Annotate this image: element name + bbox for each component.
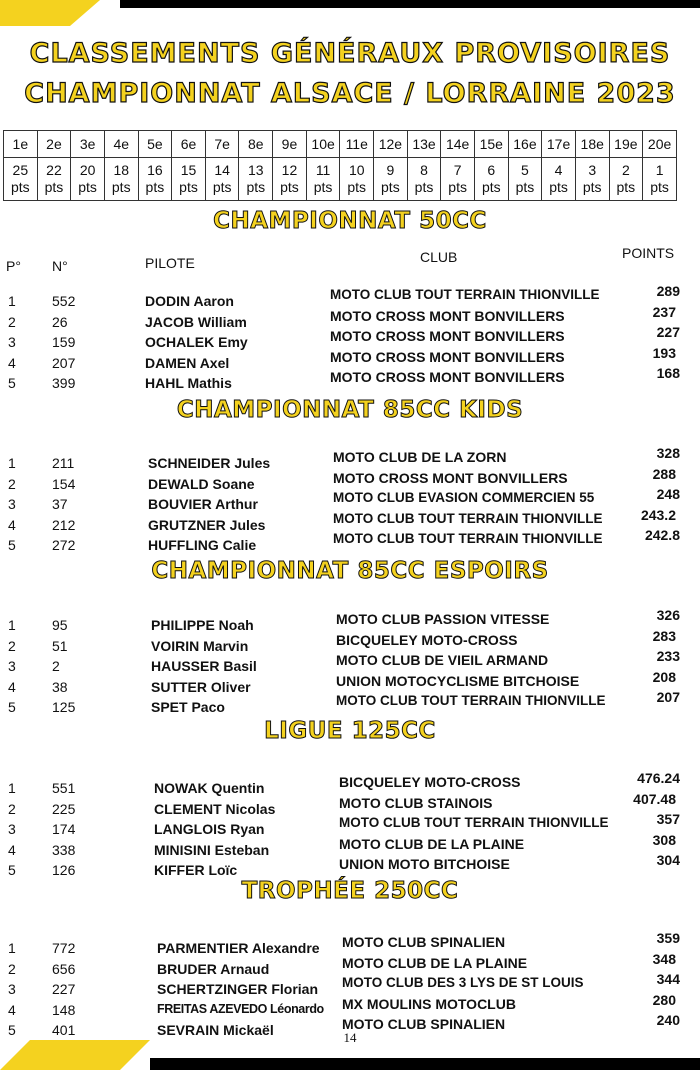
points-cell: 208 [652,668,676,685]
pilot-name-cell: DODIN Aaron [145,293,234,309]
club-cell: MOTO CLUB PASSION VITESSE [336,611,550,627]
points-cell: 289 [656,283,680,299]
points-cell: 359 [656,930,680,946]
points-value: 8 [420,162,428,178]
pilot-name-cell: FREITAS AZEVEDO Léonardo [157,1001,324,1016]
position-cell: 3 [8,496,16,512]
rank-cell: 6e [172,131,206,158]
bib-number-cell: 51 [52,637,68,654]
points-cell: 227 [656,324,680,340]
points-value: 15 [180,162,197,178]
rank-cell: 10e [306,131,340,158]
points-unit: pts [582,179,602,195]
table-row [0,527,700,557]
points-cell [37,158,71,201]
position-cell: 4 [8,841,16,858]
points-value: 7 [453,162,462,178]
club-cell: MOTO CLUB TOUT TERRAIN THIONVILLE [339,815,609,830]
pilot-name-cell: NOWAK Quentin [154,780,265,796]
points-cell [4,158,38,201]
table-row [0,365,700,395]
bib-number-cell: 401 [52,1022,76,1038]
rank-cell: 5e [138,131,172,158]
header-club: CLUB [420,249,458,265]
pilot-name-cell: HUFFLING Calie [148,537,257,553]
rank-cell: 7e [205,131,239,158]
position-cell: 5 [8,699,16,715]
rank-cell: 13e [407,131,441,158]
points-cell: 242.8 [644,527,680,543]
club-cell: MOTO CLUB DE LA ZORN [333,449,507,465]
club-cell: MOTO CLUB DES 3 LYS DE ST LOUIS [342,975,584,990]
pilot-name-cell: SCHNEIDER Jules [148,455,271,471]
bib-number-cell: 26 [52,313,68,330]
points-value: 3 [588,162,597,178]
club-cell: MOTO CLUB DE LA PLAINE [339,835,525,852]
header-num: N° [52,258,68,274]
club-cell: MOTO CLUB TOUT TERRAIN THIONVILLE [336,693,606,708]
page-subtitle: CHAMPIONNAT ALSACE / LORRAINE 2023 [24,78,676,109]
rank-row [4,131,677,158]
pilot-name-cell: JACOB William [145,313,247,330]
position-cell: 2 [8,637,16,654]
points-cell [609,158,643,201]
points-value: 16 [147,162,163,178]
header-pilote: PILOTE [145,255,195,271]
points-cell: 348 [652,950,676,967]
points-cell: 193 [652,344,676,361]
points-cell [407,158,441,201]
position-cell: 1 [8,293,16,309]
bib-number-cell: 399 [52,375,76,391]
points-value: 14 [214,162,230,178]
rank-cell: 20e [643,131,677,158]
position-cell: 4 [8,678,16,695]
points-unit: pts [448,179,467,195]
points-value: 6 [487,162,496,178]
position-cell: 5 [8,375,16,391]
bib-number-cell: 125 [52,699,76,715]
club-cell: UNION MOTOCYCLISME BITCHOISE [336,672,580,689]
section-title: CHAMPIONNAT 50CC [213,208,487,234]
points-cell [205,158,239,201]
pilot-name-cell: VOIRIN Marvin [151,637,249,654]
points-cell: 344 [656,971,680,987]
points-value: 1 [655,162,664,178]
rank-cell: 17e [542,131,576,158]
club-cell: MOTO CLUB EVASION COMMERCIEN 55 [333,490,595,505]
points-value: 5 [521,162,529,178]
points-unit: pts [414,179,434,195]
bib-number-cell: 338 [52,841,76,858]
position-cell: 3 [8,658,16,674]
position-cell: 2 [8,800,16,817]
points-cell [239,158,273,201]
points-value: 12 [281,162,298,178]
section-title: LIGUE 125CC [264,718,436,744]
club-cell: BICQUELEY MOTO-CROSS [339,774,521,790]
club-cell: MX MOULINS MOTOCLUB [342,995,516,1012]
club-cell: MOTO CLUB TOUT TERRAIN THIONVILLE [333,510,603,526]
position-cell: 3 [8,981,16,997]
points-value: 4 [554,162,563,178]
bib-number-cell: 154 [52,475,76,492]
pilot-name-cell: KIFFER Loïc [154,862,238,878]
bib-number-cell: 2 [52,658,60,674]
pilot-name-cell: PARMENTIER Alexandre [157,940,320,956]
bib-number-cell: 772 [52,940,76,956]
pilot-name-cell: HAHL Mathis [145,375,232,391]
points-scale-table [3,130,677,201]
decorative-stripe-black-bottom [150,1058,700,1070]
points-cell [374,158,408,201]
position-cell: 2 [8,475,16,492]
pilot-name-cell: MINISINI Esteban [154,841,270,858]
points-value: 10 [348,162,365,178]
rank-cell: 14e [441,131,475,158]
points-cell [340,158,374,201]
rank-cell: 18e [575,131,609,158]
rank-cell: 4e [104,131,138,158]
points-unit: pts [78,179,97,195]
table-row [0,689,700,719]
points-cell [71,158,105,201]
points-value: 18 [113,162,130,178]
bib-number-cell: 227 [52,981,76,997]
bib-number-cell: 95 [52,617,68,633]
club-cell: MOTO CROSS MONT BONVILLERS [330,307,565,324]
points-unit: pts [515,179,535,195]
position-cell: 5 [8,1022,16,1038]
points-unit: pts [111,179,131,195]
club-cell: MOTO CLUB TOUT TERRAIN THIONVILLE [333,531,603,546]
points-cell [643,158,677,201]
pilot-name-cell: DAMEN Axel [145,354,230,371]
bib-number-cell: 207 [52,354,76,371]
decorative-stripe-yellow [0,0,100,26]
club-cell: BICQUELEY MOTO-CROSS [336,631,518,648]
points-cell [306,158,340,201]
rank-cell: 1e [4,131,38,158]
club-cell: MOTO CROSS MONT BONVILLERS [330,348,565,365]
points-cell: 308 [652,831,676,848]
points-value: 11 [315,162,331,178]
position-cell: 1 [8,940,16,956]
points-unit: pts [347,179,367,195]
points-unit: pts [145,179,165,195]
position-cell: 3 [8,334,16,350]
points-value: 9 [386,162,395,178]
rank-cell: 19e [609,131,643,158]
points-cell [575,158,609,201]
pilot-name-cell: CLEMENT Nicolas [154,800,276,817]
club-cell: MOTO CROSS MONT BONVILLERS [333,469,568,486]
rank-cell: 15e [474,131,508,158]
points-cell: 328 [656,445,680,461]
points-cell [172,158,206,201]
points-cell [474,158,508,201]
section-title: CHAMPIONNAT 85CC KIDS [176,397,524,423]
rank-cell: 2e [37,131,71,158]
header-points: POINTS [622,245,675,261]
points-cell [441,158,475,201]
club-cell: UNION MOTO BITCHOISE [339,856,510,872]
position-cell: 1 [8,455,16,471]
bib-number-cell: 37 [52,496,68,512]
bib-number-cell: 126 [52,862,76,878]
pilot-name-cell: SEVRAIN Mickaël [157,1022,274,1038]
pilot-name-cell: SCHERTZINGER Florian [157,981,319,997]
points-value: 13 [248,162,264,178]
points-unit: pts [616,179,636,195]
bib-number-cell: 159 [52,334,76,350]
points-unit: pts [179,179,198,195]
club-cell: MOTO CLUB TOUT TERRAIN THIONVILLE [330,287,600,302]
rank-cell: 11e [340,131,374,158]
club-cell: MOTO CLUB SPINALIEN [342,1016,506,1032]
points-unit: pts [212,179,232,195]
rank-cell: 12e [374,131,408,158]
pilot-name-cell: DEWALD Soane [148,475,255,492]
bib-number-cell: 38 [52,678,68,695]
position-cell: 1 [8,617,16,633]
position-cell: 3 [8,821,16,837]
points-row [4,158,677,201]
pilot-name-cell: PHILIPPE Noah [151,617,254,633]
points-cell: 248 [656,486,680,502]
points-unit: pts [44,179,64,195]
pilot-name-cell: LANGLOIS Ryan [154,821,265,837]
club-cell: MOTO CROSS MONT BONVILLERS [330,369,565,385]
points-unit: pts [549,179,568,195]
pilot-name-cell: BOUVIER Arthur [148,496,258,512]
pilot-name-cell: HAUSSER Basil [151,658,257,674]
position-cell: 5 [8,862,16,878]
points-cell [508,158,542,201]
club-cell: MOTO CLUB SPINALIEN [342,934,506,950]
bib-number-cell: 148 [52,1001,76,1018]
points-cell: 288 [652,465,676,482]
points-cell: 233 [656,648,680,664]
points-cell: 407.48 [633,790,676,807]
points-cell: 168 [656,365,680,381]
bib-number-cell: 551 [52,780,76,796]
position-cell: 1 [8,780,16,796]
points-cell: 476.24 [637,770,680,786]
decorative-stripe-black [120,0,700,8]
points-value: 25 [12,162,29,178]
points-value: 2 [621,162,630,178]
rank-cell: 16e [508,131,542,158]
bib-number-cell: 225 [52,800,76,817]
points-cell [542,158,576,201]
pilot-name-cell: GRUTZNER Jules [148,516,266,533]
page-title: CLASSEMENTS GÉNÉRAUX PROVISOIRES [29,38,671,69]
points-cell: 243.2 [640,506,676,523]
club-cell: MOTO CLUB DE LA PLAINE [342,954,528,971]
position-cell: 2 [8,960,16,977]
pilot-name-cell: SPET Paco [151,699,225,715]
pilot-name-cell: BRUDER Arnaud [157,960,270,977]
bib-number-cell: 272 [52,537,76,553]
points-cell [104,158,138,201]
bib-number-cell: 552 [52,293,76,309]
club-cell: MOTO CROSS MONT BONVILLERS [330,328,565,344]
points-unit: pts [381,179,400,195]
club-cell: MOTO CLUB DE VIEIL ARMAND [336,652,549,668]
pilot-name-cell: OCHALEK Emy [145,334,248,350]
rank-cell: 3e [71,131,105,158]
points-cell: 207 [656,689,680,705]
points-unit: pts [313,179,333,195]
points-cell: 326 [656,607,680,623]
section-title: CHAMPIONNAT 85CC ESPOIRS [151,558,549,584]
rank-cell: 8e [239,131,273,158]
points-cell: 237 [652,303,676,320]
position-cell: 4 [8,1001,16,1018]
points-cell: 283 [652,627,676,644]
position-cell: 4 [8,516,16,533]
bib-number-cell: 212 [52,516,76,533]
rank-cell: 9e [273,131,307,158]
points-value: 22 [46,162,62,178]
pilot-name-cell: SUTTER Oliver [151,678,251,695]
points-cell: 280 [652,991,676,1008]
points-cell: 304 [656,852,680,868]
position-cell: 4 [8,354,16,371]
bib-number-cell: 174 [52,821,76,837]
points-cell [138,158,172,201]
bib-number-cell: 211 [52,455,75,471]
points-unit: pts [10,179,30,195]
section-title: TROPHÉE 250CC [241,878,459,904]
points-cell: 357 [656,811,680,827]
points-value: 20 [79,162,96,178]
points-unit: pts [246,179,266,195]
page-number: 14 [343,1030,357,1045]
position-cell: 5 [8,537,16,553]
points-cell: 240 [656,1012,680,1028]
points-cell [273,158,307,201]
header-pos: P° [6,258,21,274]
club-cell: MOTO CLUB STAINOIS [339,794,493,811]
bib-number-cell: 656 [52,960,76,977]
points-unit: pts [481,179,501,195]
points-unit: pts [280,179,299,195]
position-cell: 2 [8,313,16,330]
points-unit: pts [650,179,669,195]
